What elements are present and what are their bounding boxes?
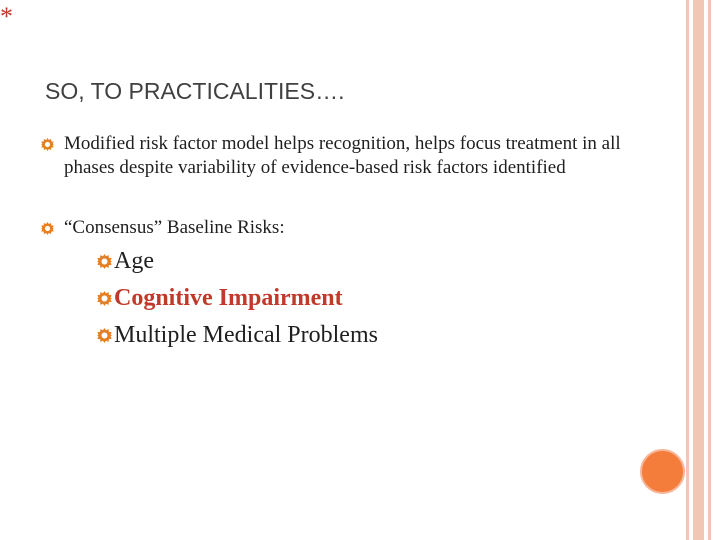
frame-line-right	[708, 0, 711, 540]
bullet-text: Modified risk factor model helps recognition, helps focus treatment in all phases despite variability of evidence-based risk factors identified	[64, 133, 621, 178]
gear-bullet-icon	[97, 328, 112, 343]
gear-bullet-icon	[41, 138, 54, 151]
sub-bullet-text: Age	[114, 248, 154, 274]
orange-circle-decoration	[640, 449, 685, 494]
gear-bullet-icon	[97, 291, 112, 306]
frame-band	[693, 0, 704, 540]
slide-title: SO, TO PRACTICALITIES….	[45, 78, 345, 104]
sub-bullet-item	[97, 320, 378, 350]
corner-asterisk: *	[0, 2, 13, 31]
bullet-text: “Consensus” Baseline Risks:	[64, 217, 285, 238]
gear-bullet-icon	[97, 254, 112, 269]
sub-bullet-text: Multiple Medical Problems	[114, 322, 378, 348]
frame-line-left	[686, 0, 689, 540]
gear-bullet-icon	[41, 222, 54, 235]
sub-bullet-text: Cognitive Impairment	[114, 285, 343, 311]
sub-bullet-item	[97, 246, 154, 276]
sub-bullet-item-emphasis	[97, 283, 343, 313]
